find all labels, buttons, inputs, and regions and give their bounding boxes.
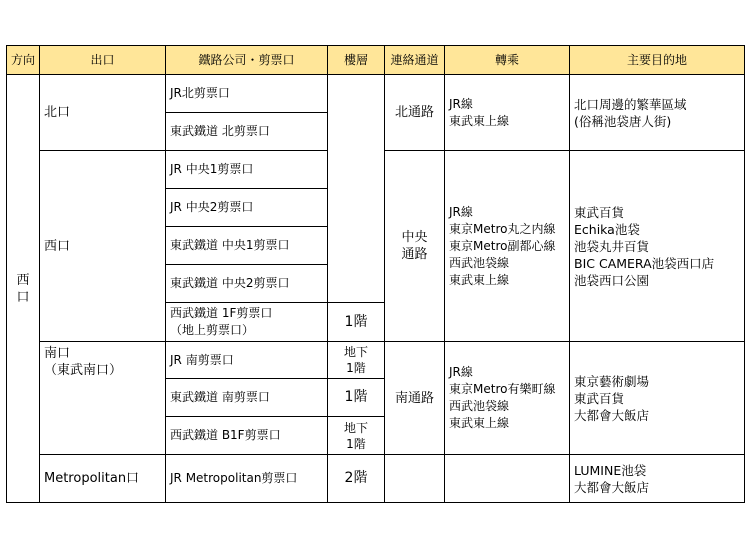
connection-west: 中央 通路 <box>385 151 445 342</box>
header-row <box>7 46 745 75</box>
exit-metropolitan: Metropolitan口 <box>40 455 166 503</box>
transfer-west: JR線 東京Metro丸之内線 東京Metro副都心線 西武池袋線 東武東上線 <box>445 151 570 342</box>
connection-north: 北通路 <box>385 75 445 151</box>
gate-cell: 西武鐵道 B1F剪票口 <box>166 417 328 455</box>
destination-north: 北口周邊的繁華區域 (俗稱池袋唐人街) <box>570 75 745 151</box>
header-floor: 樓層 <box>328 46 385 75</box>
direction-cell: 西 口 <box>7 75 40 503</box>
destination-west: 東武百貨 Echika池袋 池袋丸井百貨 BIC CAMERA池袋西口店 池袋西口公園 <box>570 151 745 342</box>
gate-cell: 東武鐵道 南剪票口 <box>166 379 328 417</box>
floor-cell <box>328 75 385 303</box>
exit-south: 南口 （東武南口） <box>40 342 166 455</box>
table-row <box>7 75 745 113</box>
exit-west: 西口 <box>40 151 166 342</box>
table-row <box>7 455 745 503</box>
floor-cell: 2階 <box>328 455 385 503</box>
floor-cell: 地下 1階 <box>328 417 385 455</box>
header-destination: 主要目的地 <box>570 46 745 75</box>
transfer-metropolitan <box>445 455 570 503</box>
gate-cell: JR 中央1剪票口 <box>166 151 328 189</box>
transfer-south: JR線 東京Metro有樂町線 西武池袋線 東武東上線 <box>445 342 570 455</box>
floor-cell: 1階 <box>328 379 385 417</box>
gate-cell: JR 南剪票口 <box>166 342 328 379</box>
gate-cell: 東武鐵道 北剪票口 <box>166 113 328 151</box>
header-connection: 連絡通道 <box>385 46 445 75</box>
connection-metropolitan <box>385 455 445 503</box>
destination-south: 東京藝術劇場 東武百貨 大都會大飯店 <box>570 342 745 455</box>
table-row <box>7 342 745 379</box>
header-transfer: 轉乘 <box>445 46 570 75</box>
destination-metropolitan: LUMINE池袋 大都會大飯店 <box>570 455 745 503</box>
header-exit: 出口 <box>40 46 166 75</box>
gate-cell: 東武鐵道 中央1剪票口 <box>166 227 328 265</box>
exit-north: 北口 <box>40 75 166 151</box>
floor-cell: 地下 1階 <box>328 342 385 379</box>
transfer-north: JR線 東武東上線 <box>445 75 570 151</box>
gate-cell: JR Metropolitan剪票口 <box>166 455 328 503</box>
gate-cell: JR北剪票口 <box>166 75 328 113</box>
connection-south: 南通路 <box>385 342 445 455</box>
gate-cell: 西武鐵道 1F剪票口 （地上剪票口） <box>166 303 328 342</box>
floor-cell: 1階 <box>328 303 385 342</box>
station-exit-table <box>6 45 745 503</box>
header-gate: 鐵路公司・剪票口 <box>166 46 328 75</box>
gate-cell: JR 中央2剪票口 <box>166 189 328 227</box>
gate-cell: 東武鐵道 中央2剪票口 <box>166 265 328 303</box>
header-direction: 方向 <box>7 46 40 75</box>
